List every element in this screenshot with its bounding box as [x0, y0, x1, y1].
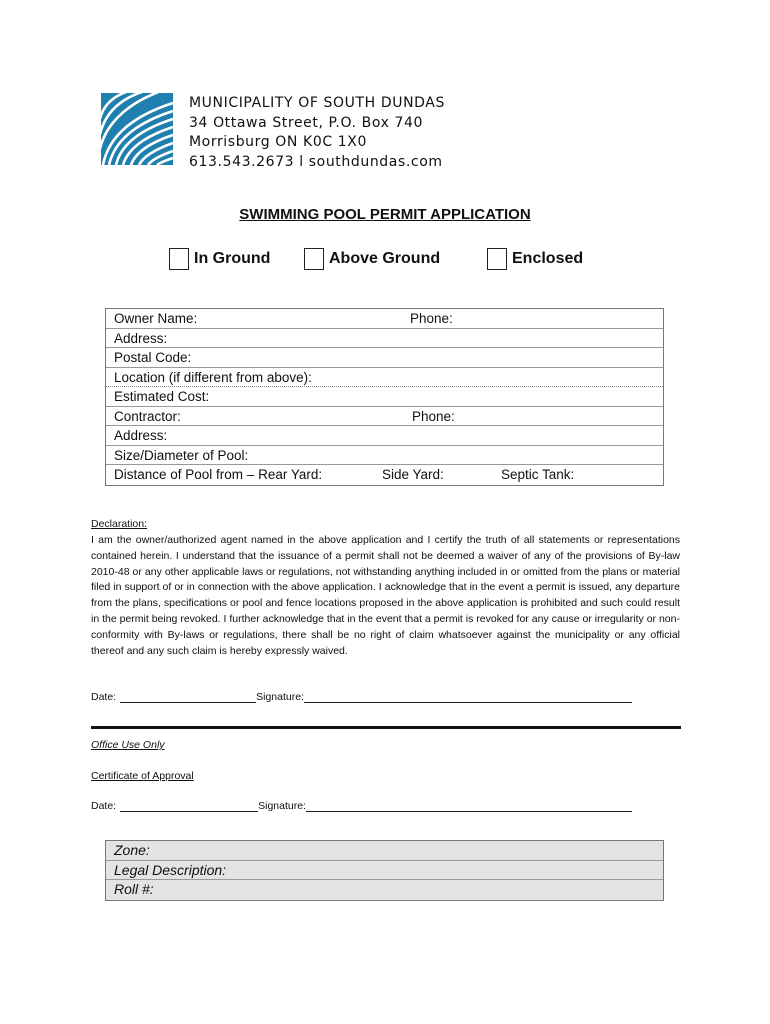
- section-divider: [91, 726, 681, 729]
- side-yard-label: Side Yard:: [382, 467, 444, 482]
- row-estimated-cost[interactable]: [106, 387, 663, 407]
- office-signature-label: Signature:: [258, 800, 306, 812]
- checkbox-in-ground[interactable]: [169, 248, 189, 270]
- office-date-field[interactable]: [120, 800, 258, 812]
- owner-phone-label: Phone:: [410, 311, 453, 326]
- office-signature-field[interactable]: [306, 800, 632, 812]
- row-contractor-address[interactable]: [106, 426, 663, 446]
- municipality-name: MUNICIPALITY OF SOUTH DUNDAS: [189, 95, 445, 111]
- row-address[interactable]: [106, 329, 663, 349]
- municipality-logo: [101, 93, 173, 165]
- zoning-table: [105, 840, 664, 901]
- date-label: Date:: [91, 691, 117, 703]
- municipality-address: 34 Ottawa Street, P.O. Box 740: [189, 114, 424, 131]
- option-label: Above Ground: [329, 250, 441, 267]
- row-contractor[interactable]: [106, 407, 663, 427]
- option-above-ground[interactable]: [304, 247, 440, 271]
- roll-number-row[interactable]: Roll #:: [114, 881, 154, 897]
- office-signature-line: [91, 800, 632, 812]
- municipality-city: Morrisburg ON K0C 1X0: [189, 134, 367, 150]
- signature-field[interactable]: [304, 691, 632, 703]
- pool-size-label: Size/Diameter of Pool:: [114, 447, 249, 463]
- signature-label: Signature:: [256, 691, 304, 703]
- septic-tank-label: Septic Tank:: [501, 467, 575, 482]
- municipality-contact: 613.543.2673 l southdundas.com: [189, 153, 443, 170]
- office-date-label: Date:: [91, 800, 117, 812]
- option-in-ground[interactable]: [169, 247, 270, 271]
- contractor-phone-label: Phone:: [412, 408, 455, 424]
- row-location[interactable]: [106, 368, 663, 388]
- option-label: Enclosed: [512, 250, 584, 267]
- municipality-header: [189, 94, 445, 172]
- declaration-body: I am the owner/authorized agent named in the above application and I certify the truth of all statements or representations contained herein. I understand that the issuance of a permit shall not be deemed a waiver of any of the provisions of By-law 2010-48 or any other applicable laws or regulations, not withstanding anything included in or omitted from the plans or material filed in support of or in connection with the above application. I acknowledge that in the event a permit is issued, any departure from the plans, specifications or pool and fence locations proposed in the above application is prohibited and such could result in the permit being revoked. I further acknowledge that in the event that a permit is revoked for any cause or irregularity or non-conformity with By-laws or regulations, there shall be no right of claim whatsoever against the municipality or any official thereof and any such claim is hereby expressly waived.: [91, 534, 680, 657]
- checkbox-above-ground[interactable]: [304, 248, 324, 270]
- address-label: Address:: [114, 330, 168, 346]
- row-postal-code[interactable]: [106, 348, 663, 368]
- rear-yard-label: Distance of Pool from – Rear Yard:: [114, 467, 323, 482]
- row-distance[interactable]: [106, 465, 663, 485]
- applicant-signature-line: [91, 691, 632, 703]
- row-pool-size[interactable]: [106, 446, 663, 466]
- applicant-info-table: [105, 308, 664, 486]
- zone-row[interactable]: Zone:: [106, 841, 663, 861]
- postal-code-label: Postal Code:: [114, 350, 192, 365]
- option-label: In Ground: [194, 250, 271, 267]
- office-use-title: Office Use Only: [91, 739, 165, 751]
- checkbox-enclosed[interactable]: [487, 248, 507, 270]
- form-title: SWIMMING POOL PERMIT APPLICATION: [239, 206, 531, 223]
- option-enclosed[interactable]: [487, 247, 583, 271]
- certificate-title: Certificate of Approval: [91, 770, 194, 782]
- location-label: Location (if different from above):: [114, 369, 312, 385]
- declaration-title: Declaration:: [91, 518, 148, 530]
- date-field[interactable]: [120, 691, 256, 703]
- row-owner[interactable]: [106, 309, 663, 329]
- contractor-label: Contractor:: [114, 408, 181, 424]
- legal-description-row[interactable]: Legal Description:: [106, 861, 663, 881]
- contractor-address-label: Address:: [114, 428, 168, 443]
- estimated-cost-label: Estimated Cost:: [114, 389, 210, 404]
- owner-name-label: Owner Name:: [114, 311, 198, 326]
